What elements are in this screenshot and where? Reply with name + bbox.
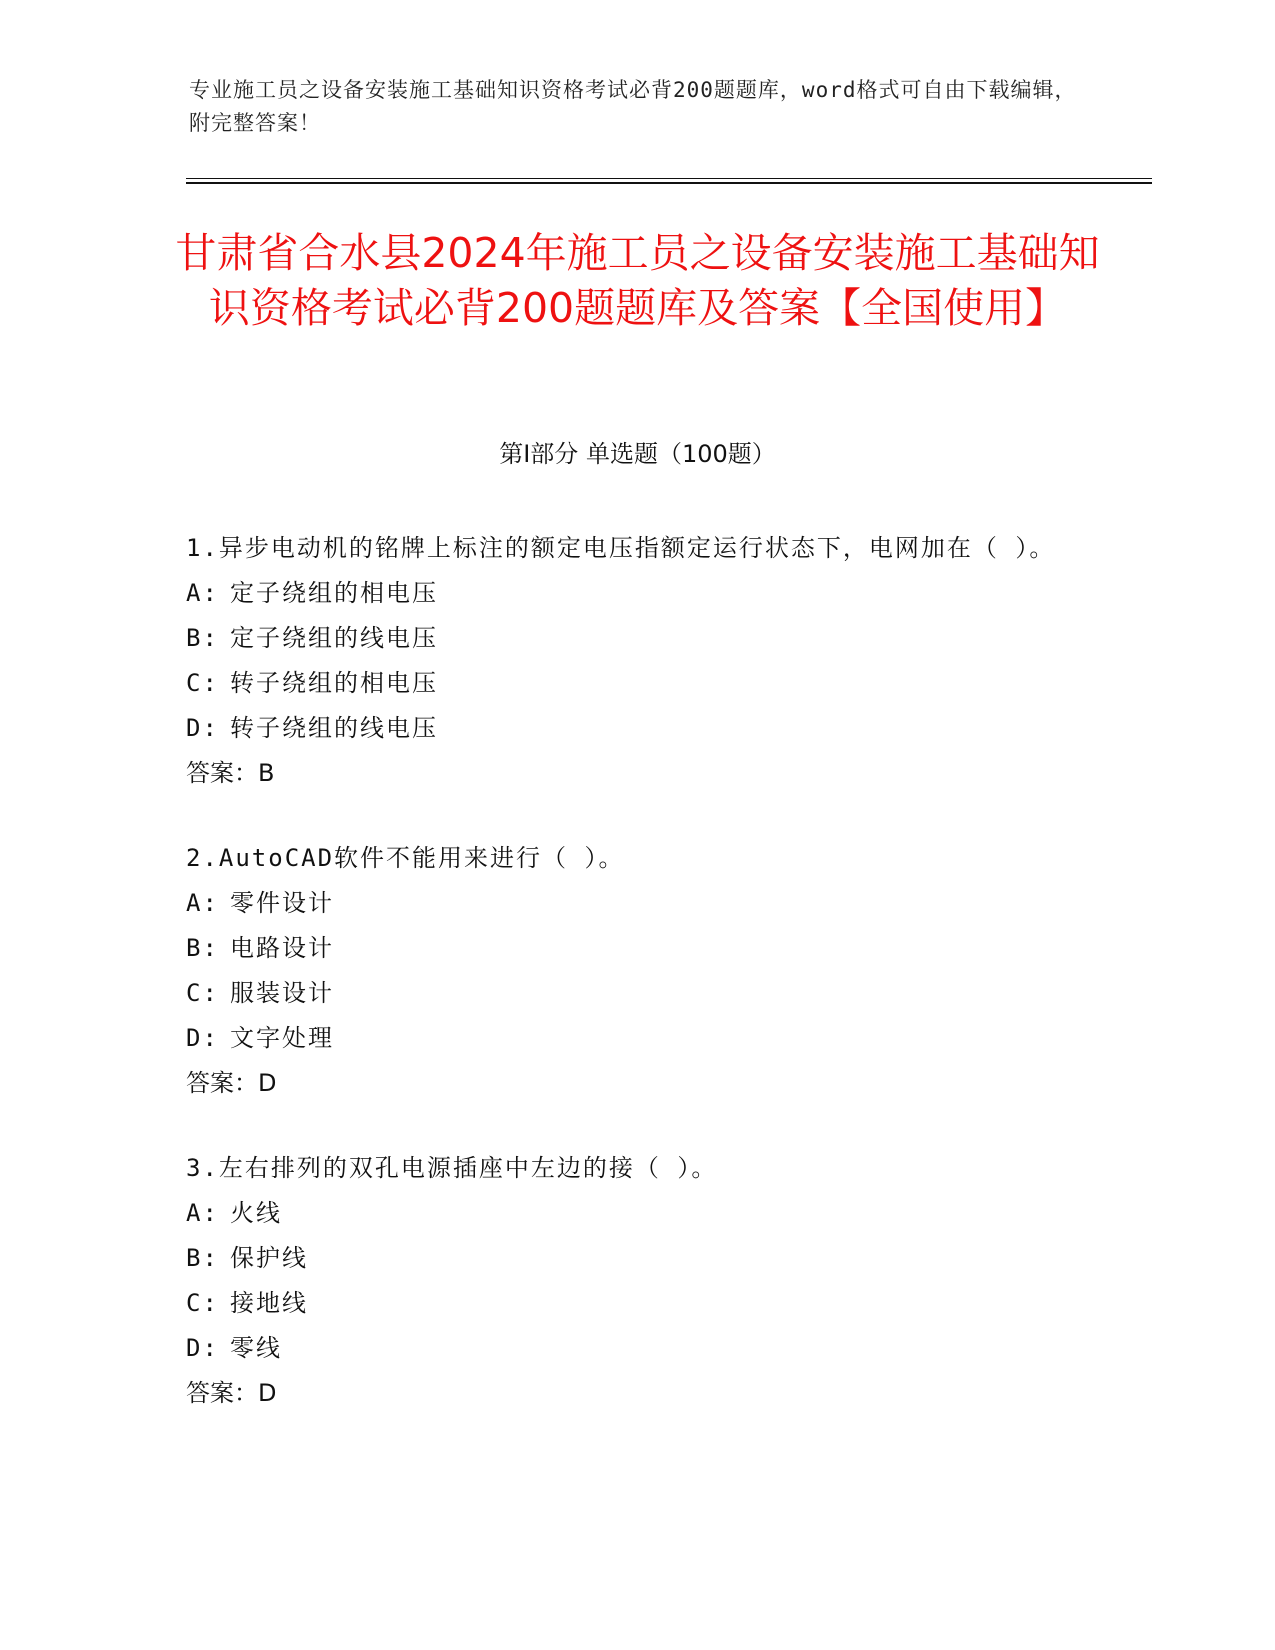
option-text: 定子绕组的线电压 <box>230 624 438 652</box>
section-title: 第Ⅰ部分 单选题（100题） <box>499 440 776 468</box>
option-d <box>186 1016 1086 1061</box>
option-d <box>186 706 1086 751</box>
option-key: D: <box>186 1334 219 1362</box>
option-key: D: <box>186 714 219 742</box>
option-key: B: <box>186 624 219 652</box>
option-key: B: <box>186 934 219 962</box>
header-divider-thin <box>186 178 1152 179</box>
option-a <box>186 571 1086 616</box>
option-key: B: <box>186 1244 219 1272</box>
option-key: C: <box>186 1289 219 1317</box>
option-text: 服装设计 <box>230 979 334 1007</box>
option-key: A: <box>186 1199 219 1227</box>
option-d <box>186 1326 1086 1371</box>
option-b <box>186 1236 1086 1281</box>
option-c <box>186 1281 1086 1326</box>
option-text: 定子绕组的相电压 <box>230 579 438 607</box>
option-a <box>186 881 1086 926</box>
answer-line: 答案：B <box>186 759 275 787</box>
option-key: D: <box>186 1024 219 1052</box>
answer-line: 答案：D <box>186 1069 277 1097</box>
question-list <box>186 526 1086 1456</box>
option-text: 零件设计 <box>230 889 334 917</box>
question-stem: 1.异步电动机的铭牌上标注的额定电压指额定运行状态下，电网加在（ ）。 <box>186 534 1056 562</box>
question-3 <box>186 1146 1086 1416</box>
option-c <box>186 971 1086 1016</box>
option-text: 转子绕组的线电压 <box>230 714 438 742</box>
question-2 <box>186 836 1086 1106</box>
header-divider-thick <box>186 182 1152 184</box>
option-key: C: <box>186 669 219 697</box>
option-text: 电路设计 <box>230 934 334 962</box>
option-a <box>186 1191 1086 1236</box>
option-text: 保护线 <box>230 1244 308 1272</box>
answer-line: 答案：D <box>186 1379 277 1407</box>
option-text: 零线 <box>230 1334 282 1362</box>
option-key: A: <box>186 579 219 607</box>
question-1 <box>186 526 1086 796</box>
option-key: A: <box>186 889 219 917</box>
option-text: 文字处理 <box>230 1024 334 1052</box>
option-b <box>186 926 1086 971</box>
document-title: 甘肃省合水县2024年施工员之设备安装施工基础知识资格考试必背200题题库及答案【全国使用】 <box>175 229 1100 332</box>
question-stem: 3.左右排列的双孔电源插座中左边的接（ ）。 <box>186 1154 718 1182</box>
option-text: 转子绕组的相电压 <box>230 669 438 697</box>
option-b <box>186 616 1086 661</box>
option-c <box>186 661 1086 706</box>
option-text: 接地线 <box>230 1289 308 1317</box>
header-note: 专业施工员之设备安装施工基础知识资格考试必背200题题库，word格式可自由下载编辑，附完整答案！ <box>189 78 1077 135</box>
option-key: C: <box>186 979 219 1007</box>
question-stem: 2.AutoCAD软件不能用来进行（ ）。 <box>186 844 625 872</box>
option-text: 火线 <box>230 1199 282 1227</box>
